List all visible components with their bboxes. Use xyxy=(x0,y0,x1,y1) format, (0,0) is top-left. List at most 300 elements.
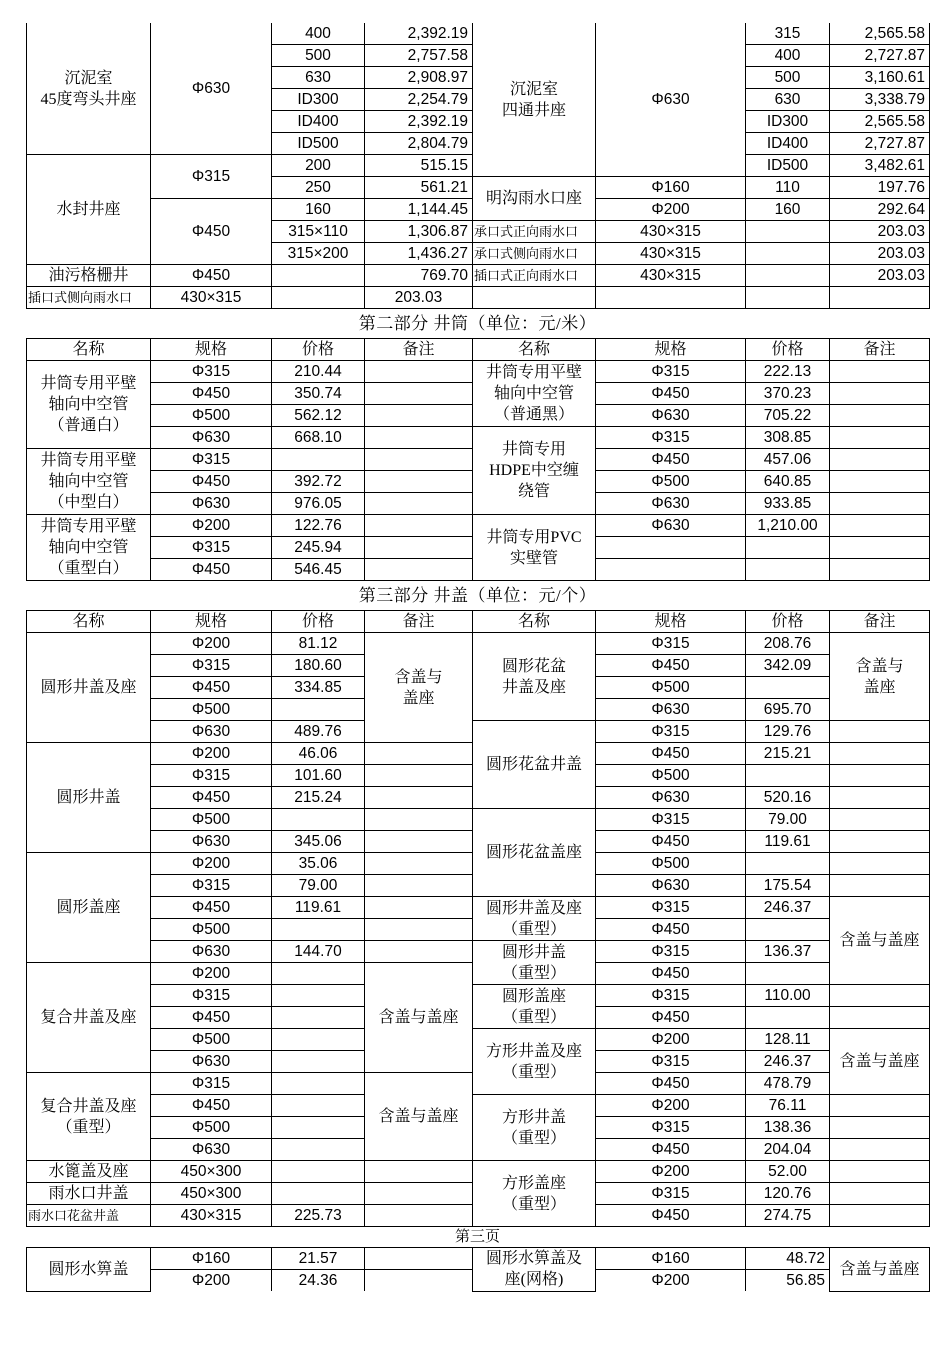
item-spec: Φ630 xyxy=(596,405,746,427)
part3-empty-cell xyxy=(365,1183,473,1205)
item-note: 含盖与盖座 xyxy=(365,963,473,1073)
item-name: 圆形水箅盖 xyxy=(27,1248,151,1292)
item-spec: Φ315 xyxy=(596,809,746,831)
column-header: 名称 xyxy=(473,339,596,361)
item-spec: Φ450 xyxy=(151,1095,272,1117)
item-price xyxy=(272,985,365,1007)
part3-empty-cell xyxy=(365,1161,473,1183)
item-name: 油污格栅井 xyxy=(27,265,151,287)
part3-empty-cell xyxy=(830,1117,930,1139)
column-header: 规格 xyxy=(596,611,746,633)
item-price: 215.24 xyxy=(272,787,365,809)
item-spec: Φ315 xyxy=(151,765,272,787)
item-spec: Φ315 xyxy=(151,875,272,897)
item-size: ID400 xyxy=(746,133,830,155)
part3-empty-cell xyxy=(830,765,930,787)
item-price: 24.36 xyxy=(272,1270,365,1292)
item-price xyxy=(272,1095,365,1117)
item-spec: Φ500 xyxy=(596,765,746,787)
item-price: 1,144.45 xyxy=(365,199,473,221)
part3-empty-cell xyxy=(830,1183,930,1205)
item-spec: Φ500 xyxy=(596,853,746,875)
item-price xyxy=(746,963,830,985)
item-spec: Φ450 xyxy=(151,787,272,809)
item-price: 350.74 xyxy=(272,383,365,405)
item-spec: Φ315 xyxy=(151,655,272,677)
item-price xyxy=(272,1161,365,1183)
item-name: 井筒专用平壁 轴向中空管 （中型白） xyxy=(27,449,151,515)
item-spec: Φ630 xyxy=(151,1051,272,1073)
part3-table xyxy=(26,610,930,1227)
item-name: 水篦盖及座 xyxy=(27,1161,151,1183)
item-spec: Φ200 xyxy=(151,633,272,655)
part3-empty-cell xyxy=(365,831,473,853)
item-spec: Φ315 xyxy=(596,941,746,963)
item-price: 976.05 xyxy=(272,493,365,515)
item-name: 井筒专用PVC 实壁管 xyxy=(473,515,596,581)
item-spec: Φ630 xyxy=(596,23,746,177)
item-price xyxy=(272,699,365,721)
column-header: 名称 xyxy=(27,339,151,361)
item-name: 插口式正向雨水口 xyxy=(473,265,596,287)
item-price: 933.85 xyxy=(746,493,830,515)
item-spec: Φ450 xyxy=(596,963,746,985)
table-row xyxy=(27,897,930,919)
table-row xyxy=(27,611,930,633)
item-spec: Φ200 xyxy=(596,1095,746,1117)
item-price: 222.13 xyxy=(746,361,830,383)
item-spec: 430×315 xyxy=(151,287,272,309)
column-header: 价格 xyxy=(272,339,365,361)
item-spec: Φ450 xyxy=(151,199,272,265)
item-price: 561.21 xyxy=(365,177,473,199)
item-spec: Φ200 xyxy=(151,515,272,537)
item-price: 2,908.97 xyxy=(365,67,473,89)
item-price: 119.61 xyxy=(272,897,365,919)
item-price: 21.57 xyxy=(272,1248,365,1270)
item-spec: Φ315 xyxy=(596,427,746,449)
item-price xyxy=(746,853,830,875)
item-spec: Φ160 xyxy=(151,1248,272,1270)
item-price: 1,436.27 xyxy=(365,243,473,265)
item-price: 2,392.19 xyxy=(365,23,473,45)
item-price: 3,338.79 xyxy=(830,89,930,111)
section3-title: 第三部分 井盖（单位：元/个） xyxy=(358,586,597,605)
item-price: 2,565.58 xyxy=(830,23,930,45)
item-size: 200 xyxy=(272,155,365,177)
item-note xyxy=(830,559,930,581)
item-note xyxy=(365,449,473,471)
item-price: 640.85 xyxy=(746,471,830,493)
item-note xyxy=(830,537,930,559)
item-price: 2,392.19 xyxy=(365,111,473,133)
table-row xyxy=(27,941,930,963)
item-price: 79.00 xyxy=(746,809,830,831)
item-price: 515.15 xyxy=(365,155,473,177)
part1-table xyxy=(26,23,930,309)
item-size: 250 xyxy=(272,177,365,199)
item-name: 雨水口井盖 xyxy=(27,1183,151,1205)
item-price: 457.06 xyxy=(746,449,830,471)
item-spec: Φ630 xyxy=(151,427,272,449)
item-price: 695.70 xyxy=(746,699,830,721)
column-header: 备注 xyxy=(830,339,930,361)
item-note: 含盖与 盖座 xyxy=(365,633,473,743)
item-spec: Φ500 xyxy=(151,1117,272,1139)
item-spec: Φ450 xyxy=(151,471,272,493)
part3-empty-cell xyxy=(365,875,473,897)
table-row xyxy=(27,721,930,743)
item-price: 210.44 xyxy=(272,361,365,383)
part3-empty-cell xyxy=(830,809,930,831)
item-spec: Φ450 xyxy=(596,743,746,765)
item-price: 128.11 xyxy=(746,1029,830,1051)
item-price: 769.70 xyxy=(365,265,473,287)
item-spec: Φ200 xyxy=(596,1029,746,1051)
table-row xyxy=(27,339,930,361)
item-spec: Φ630 xyxy=(596,515,746,537)
item-spec: Φ450 xyxy=(151,559,272,581)
item-price: 3,160.61 xyxy=(830,67,930,89)
part3-empty-cell xyxy=(365,787,473,809)
item-size xyxy=(272,287,365,309)
item-price xyxy=(272,1183,365,1205)
column-header: 名称 xyxy=(27,611,151,633)
item-spec: Φ630 xyxy=(596,787,746,809)
item-size xyxy=(746,221,830,243)
item-spec: Φ315 xyxy=(596,985,746,1007)
table-row xyxy=(27,1248,930,1270)
item-price: 274.75 xyxy=(746,1205,830,1227)
item-price: 546.45 xyxy=(272,559,365,581)
table-row xyxy=(27,287,930,309)
part3-empty-cell xyxy=(830,875,930,897)
item-price xyxy=(272,1007,365,1029)
item-name: 圆形花盆盖座 xyxy=(473,809,596,897)
item-spec: 450×300 xyxy=(151,1183,272,1205)
item-price xyxy=(272,449,365,471)
item-size: 160 xyxy=(746,199,830,221)
item-note xyxy=(365,383,473,405)
item-spec: Φ500 xyxy=(151,809,272,831)
item-spec: 430×315 xyxy=(151,1205,272,1227)
item-price: 81.12 xyxy=(272,633,365,655)
table-row xyxy=(27,1029,930,1051)
item-name: 井筒专用平壁 轴向中空管 （普通黑） xyxy=(473,361,596,427)
item-spec: Φ160 xyxy=(596,177,746,199)
item-price: 35.06 xyxy=(272,853,365,875)
item-spec: Φ450 xyxy=(596,1073,746,1095)
item-price: 2,757.58 xyxy=(365,45,473,67)
item-price xyxy=(272,1073,365,1095)
item-size: 500 xyxy=(746,67,830,89)
item-price: 2,254.79 xyxy=(365,89,473,111)
item-price: 136.37 xyxy=(746,941,830,963)
item-name: 圆形井盖及座 （重型） xyxy=(473,897,596,941)
item-price xyxy=(746,765,830,787)
table-row xyxy=(27,515,930,537)
item-price: 2,727.87 xyxy=(830,45,930,67)
column-header: 规格 xyxy=(151,611,272,633)
item-note xyxy=(365,515,473,537)
item-size: 630 xyxy=(272,67,365,89)
item-spec: Φ315 xyxy=(151,1073,272,1095)
part3-empty-cell xyxy=(365,853,473,875)
item-price: 562.12 xyxy=(272,405,365,427)
item-spec: Φ315 xyxy=(596,1183,746,1205)
item-spec: Φ500 xyxy=(596,677,746,699)
item-price: 392.72 xyxy=(272,471,365,493)
item-price: 79.00 xyxy=(272,875,365,897)
item-price: 1,306.87 xyxy=(365,221,473,243)
item-spec: Φ315 xyxy=(596,633,746,655)
part3-empty-cell xyxy=(830,985,930,1007)
item-spec: Φ450 xyxy=(151,265,272,287)
item-price xyxy=(272,1117,365,1139)
item-spec: Φ160 xyxy=(596,1248,746,1270)
item-spec: Φ315 xyxy=(151,537,272,559)
item-name: 圆形井盖 xyxy=(27,743,151,853)
item-price: 2,804.79 xyxy=(365,133,473,155)
item-spec: 430×315 xyxy=(596,221,746,243)
item-size: 160 xyxy=(272,199,365,221)
item-spec: Φ450 xyxy=(596,449,746,471)
item-size: 400 xyxy=(272,23,365,45)
item-spec: Φ200 xyxy=(151,963,272,985)
item-spec: Φ315 xyxy=(151,361,272,383)
item-size: 315 xyxy=(746,23,830,45)
item-price: 2,565.58 xyxy=(830,111,930,133)
column-header: 价格 xyxy=(746,339,830,361)
item-name: 井筒专用平壁 轴向中空管 （普通白） xyxy=(27,361,151,449)
item-size: 630 xyxy=(746,89,830,111)
item-price: 520.16 xyxy=(746,787,830,809)
item-spec: Φ200 xyxy=(596,1270,746,1292)
column-header: 备注 xyxy=(365,611,473,633)
item-price: 119.61 xyxy=(746,831,830,853)
item-note xyxy=(365,1270,473,1292)
item-price xyxy=(746,1007,830,1029)
item-size: ID300 xyxy=(746,111,830,133)
part1-empty-cell xyxy=(473,287,596,309)
item-name: 方形井盖 （重型） xyxy=(473,1095,596,1161)
item-spec: Φ630 xyxy=(151,941,272,963)
item-spec: Φ500 xyxy=(596,471,746,493)
item-spec: Φ450 xyxy=(596,919,746,941)
item-price: 203.03 xyxy=(830,265,930,287)
item-spec: Φ315 xyxy=(596,721,746,743)
item-spec: 430×315 xyxy=(596,265,746,287)
item-spec: Φ200 xyxy=(151,1270,272,1292)
item-price xyxy=(746,559,830,581)
item-spec: Φ450 xyxy=(151,897,272,919)
part3-empty-cell xyxy=(365,1205,473,1227)
item-note xyxy=(365,493,473,515)
item-price xyxy=(746,677,830,699)
item-price: 245.94 xyxy=(272,537,365,559)
item-spec: Φ450 xyxy=(596,655,746,677)
item-spec: Φ450 xyxy=(596,1205,746,1227)
table-row xyxy=(27,265,930,287)
item-price xyxy=(272,809,365,831)
item-spec: Φ450 xyxy=(151,1007,272,1029)
part1-empty-cell xyxy=(596,287,746,309)
item-note xyxy=(830,383,930,405)
item-spec: Φ500 xyxy=(151,405,272,427)
item-price: 110.00 xyxy=(746,985,830,1007)
item-price: 203.03 xyxy=(830,243,930,265)
item-price xyxy=(272,1051,365,1073)
item-spec: Φ630 xyxy=(596,875,746,897)
item-spec: Φ450 xyxy=(596,831,746,853)
item-spec: Φ315 xyxy=(596,1117,746,1139)
table-row xyxy=(27,809,930,831)
part3-empty-cell xyxy=(830,831,930,853)
item-price: 180.60 xyxy=(272,655,365,677)
item-name: 承口式侧向雨水口 xyxy=(473,243,596,265)
item-price: 175.54 xyxy=(746,875,830,897)
item-spec: Φ450 xyxy=(596,383,746,405)
item-spec: Φ450 xyxy=(151,677,272,699)
part2-table xyxy=(26,338,930,581)
item-price: 101.60 xyxy=(272,765,365,787)
item-price: 129.76 xyxy=(746,721,830,743)
part3-empty-cell xyxy=(830,1095,930,1117)
item-name: 方形盖座 （重型） xyxy=(473,1161,596,1227)
item-spec: 430×315 xyxy=(596,243,746,265)
item-spec: Φ450 xyxy=(151,383,272,405)
part3-empty-cell xyxy=(830,1161,930,1183)
item-spec: Φ630 xyxy=(151,23,272,155)
part3-continued-table xyxy=(26,1247,930,1292)
item-name: 圆形井盖 （重型） xyxy=(473,941,596,985)
item-price: 668.10 xyxy=(272,427,365,449)
item-spec: Φ315 xyxy=(151,449,272,471)
item-name: 圆形花盆 井盖及座 xyxy=(473,633,596,721)
item-note xyxy=(830,515,930,537)
item-price: 292.64 xyxy=(830,199,930,221)
item-price: 56.85 xyxy=(746,1270,830,1292)
item-price: 705.22 xyxy=(746,405,830,427)
item-name: 插口式侧向雨水口 xyxy=(27,287,151,309)
part3-empty-cell xyxy=(365,765,473,787)
table-row xyxy=(27,1095,930,1117)
item-price: 2,727.87 xyxy=(830,133,930,155)
item-spec: Φ200 xyxy=(151,853,272,875)
item-price: 246.37 xyxy=(746,1051,830,1073)
item-price: 138.36 xyxy=(746,1117,830,1139)
item-spec: Φ200 xyxy=(151,743,272,765)
item-note xyxy=(830,405,930,427)
table-row xyxy=(27,633,930,655)
item-spec: Φ630 xyxy=(596,493,746,515)
item-size: 315×110 xyxy=(272,221,365,243)
item-size: ID400 xyxy=(272,111,365,133)
item-size: 400 xyxy=(746,45,830,67)
column-header: 价格 xyxy=(272,611,365,633)
item-spec: Φ450 xyxy=(596,1139,746,1161)
item-spec: Φ500 xyxy=(151,699,272,721)
column-header: 备注 xyxy=(830,611,930,633)
item-name: 圆形花盆井盖 xyxy=(473,721,596,809)
item-size: 315×200 xyxy=(272,243,365,265)
item-spec: Φ500 xyxy=(151,1029,272,1051)
item-name: 沉泥室 四通井座 xyxy=(473,23,596,177)
item-price: 3,482.61 xyxy=(830,155,930,177)
section2-title: 第二部分 井筒（单位：元/米） xyxy=(358,314,597,333)
item-spec: 450×300 xyxy=(151,1161,272,1183)
part3-empty-cell xyxy=(830,743,930,765)
item-spec: Φ315 xyxy=(596,361,746,383)
item-name: 雨水口花盆井盖 xyxy=(27,1205,151,1227)
page-label: 第三页 xyxy=(454,1229,500,1245)
item-size: ID500 xyxy=(746,155,830,177)
item-price: 478.79 xyxy=(746,1073,830,1095)
item-name: 圆形盖座 xyxy=(27,853,151,963)
table-row xyxy=(27,985,930,1007)
item-spec: Φ315 xyxy=(596,1051,746,1073)
item-name: 复合井盖及座 xyxy=(27,963,151,1073)
item-spec: Φ200 xyxy=(596,1161,746,1183)
item-price: 246.37 xyxy=(746,897,830,919)
table-row xyxy=(27,427,930,449)
part1-empty-cell xyxy=(746,287,830,309)
item-price: 334.85 xyxy=(272,677,365,699)
item-price: 48.72 xyxy=(746,1248,830,1270)
item-size: 500 xyxy=(272,45,365,67)
part3-empty-cell xyxy=(830,787,930,809)
item-name: 圆形井盖及座 xyxy=(27,633,151,743)
part3-empty-cell xyxy=(830,721,930,743)
item-note xyxy=(365,405,473,427)
item-price: 203.03 xyxy=(365,287,473,309)
item-note: 含盖与 盖座 xyxy=(830,633,930,721)
item-note xyxy=(830,361,930,383)
item-price: 120.76 xyxy=(746,1183,830,1205)
item-name: 方形井盖及座 （重型） xyxy=(473,1029,596,1095)
table-row xyxy=(27,361,930,383)
item-size: ID500 xyxy=(272,133,365,155)
item-spec: Φ315 xyxy=(151,155,272,199)
column-header: 备注 xyxy=(365,339,473,361)
part3-empty-cell xyxy=(830,1205,930,1227)
item-name: 沉泥室 45度弯头井座 xyxy=(27,23,151,155)
item-price: 215.21 xyxy=(746,743,830,765)
column-header: 名称 xyxy=(473,611,596,633)
item-name: 水封井座 xyxy=(27,155,151,265)
item-note xyxy=(830,493,930,515)
part3-empty-cell xyxy=(830,1139,930,1161)
item-price xyxy=(272,1029,365,1051)
item-spec: Φ630 xyxy=(151,493,272,515)
item-name: 复合井盖及座 （重型） xyxy=(27,1073,151,1161)
item-spec xyxy=(596,537,746,559)
part3-empty-cell xyxy=(365,743,473,765)
item-spec: Φ500 xyxy=(151,919,272,941)
item-spec: Φ200 xyxy=(596,199,746,221)
item-name: 承口式正向雨水口 xyxy=(473,221,596,243)
item-note xyxy=(365,471,473,493)
item-price: 76.11 xyxy=(746,1095,830,1117)
column-header: 规格 xyxy=(151,339,272,361)
item-spec: Φ315 xyxy=(151,985,272,1007)
item-note xyxy=(365,559,473,581)
item-note: 含盖与盖座 xyxy=(365,1073,473,1161)
item-price xyxy=(272,963,365,985)
item-price: 204.04 xyxy=(746,1139,830,1161)
item-size: ID300 xyxy=(272,89,365,111)
item-name: 井筒专用平壁 轴向中空管 （重型白） xyxy=(27,515,151,581)
